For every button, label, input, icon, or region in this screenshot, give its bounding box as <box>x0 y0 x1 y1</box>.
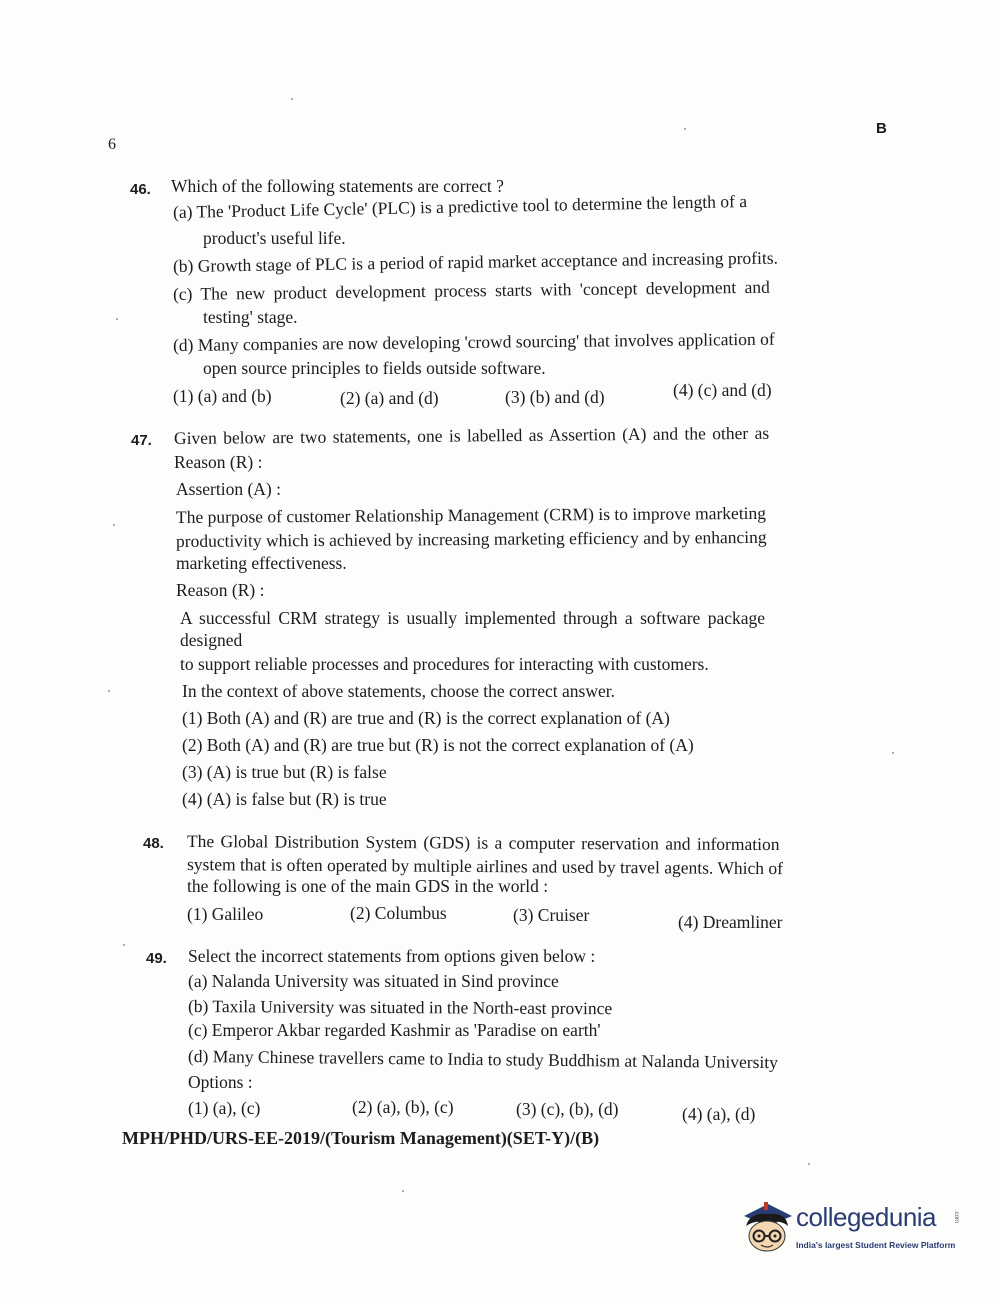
mascot-icon <box>738 1196 796 1258</box>
reason-label: Reason (R) : <box>176 580 265 600</box>
scan-speck <box>123 944 125 946</box>
reason-text-2: designed <box>180 630 243 650</box>
option-4: (4) (c) and (d) <box>673 380 772 400</box>
statement-c: (c) Emperor Akbar regarded Kashmir as 'Paradise on earth' <box>188 1020 601 1040</box>
question-stem: Which of the following statements are correct ? <box>171 176 504 196</box>
scan-speck <box>291 98 293 100</box>
assertion-text-3: marketing effectiveness. <box>176 553 347 573</box>
statement-d: (d) Many companies are now developing 'crowd sourcing' that involves application of <box>172 328 775 355</box>
scan-speck <box>808 1163 810 1165</box>
option-2: (2) Both (A) and (R) are true but (R) is not the correct explanation of (A) <box>182 735 694 755</box>
assertion-label: Assertion (A) : <box>176 479 281 499</box>
scan-speck <box>892 752 894 754</box>
option-2: (2) (a), (b), (c) <box>352 1097 454 1117</box>
logo-suffix: .com <box>953 1210 959 1224</box>
statement-a: (a) Nalanda University was situated in Sind province <box>188 971 559 991</box>
statement-c: (c) The new product development process starts with 'concept development and <box>172 276 770 304</box>
scan-speck <box>684 128 686 130</box>
instruction: In the context of above statements, choose the correct answer. <box>182 681 615 701</box>
statement-c-cont: testing' stage. <box>203 307 298 327</box>
option-1: (1) Both (A) and (R) are true and (R) is the correct explanation of (A) <box>182 708 670 728</box>
collegedunia-logo <box>738 1196 963 1258</box>
assertion-text-2: productivity which is achieved by increasing marketing efficiency and by enhancing <box>175 526 767 551</box>
question-stem: Given below are two statements, one is labelled as Assertion (A) and the other as <box>173 422 770 448</box>
option-2: (2) Columbus <box>350 903 447 923</box>
statement-d-cont: open source principles to fields outside software. <box>203 358 546 378</box>
question-stem-3: the following is one of the main GDS in the world : <box>187 876 549 896</box>
question-number: 49. <box>146 950 167 967</box>
option-4: (4) (A) is false but (R) is true <box>182 789 387 809</box>
option-3: (3) Cruiser <box>513 905 590 925</box>
assertion-text: The purpose of customer Relationship Management (CRM) is to improve marketing <box>175 502 767 527</box>
set-letter: B <box>876 120 887 137</box>
paper-code-footer: MPH/PHD/URS-EE-2019/(Tourism Management)(SET-Y)/(B) <box>122 1128 600 1148</box>
question-stem-cont: Reason (R) : <box>174 452 263 472</box>
statement-d: (d) Many Chinese travellers came to India to study Buddhism at Nalanda University <box>187 1046 779 1073</box>
scan-speck <box>108 690 110 692</box>
scan-speck <box>402 1190 404 1192</box>
option-4: (4) Dreamliner <box>678 912 783 932</box>
question-stem: The Global Distribution System (GDS) is a computer reservation and information <box>186 831 780 855</box>
statement-b: (b) Growth stage of PLC is a period of rapid market acceptance and increasing profits. <box>172 247 779 276</box>
statement-a-cont: product's useful life. <box>203 228 346 248</box>
scan-speck <box>116 318 118 320</box>
page-number: 6 <box>108 136 116 153</box>
logo-wordmark: collegedunia <box>796 1202 937 1232</box>
scan-speck <box>113 524 115 526</box>
statement-a: (a) The 'Product Life Cycle' (PLC) is a predictive tool to determine the length of a <box>172 190 748 222</box>
reason-text-3: to support reliable processes and procedures for interacting with customers. <box>180 654 709 674</box>
option-2: (2) (a) and (d) <box>340 388 439 408</box>
option-1: (1) (a) and (b) <box>173 386 272 406</box>
question-stem-2: system that is often operated by multiple airlines and used by travel agents. Which of <box>186 854 784 879</box>
option-3: (3) (c), (b), (d) <box>516 1099 619 1119</box>
logo-tagline: India's largest Student Review Platform <box>796 1240 956 1250</box>
question-number: 48. <box>143 835 164 852</box>
option-3: (3) (A) is true but (R) is false <box>182 762 387 782</box>
option-3: (3) (b) and (d) <box>505 387 605 407</box>
question-stem: Select the incorrect statements from options given below : <box>188 946 596 966</box>
reason-text: A successful CRM strategy is usually implemented through a software package <box>180 608 766 628</box>
question-number: 47. <box>131 432 152 449</box>
option-1: (1) (a), (c) <box>188 1098 261 1118</box>
options-label: Options : <box>188 1072 253 1092</box>
statement-b: (b) Taxila University was situated in the North-east province <box>187 996 613 1019</box>
question-number: 46. <box>130 181 151 198</box>
option-4: (4) (a), (d) <box>682 1104 756 1124</box>
option-1: (1) Galileo <box>187 904 264 924</box>
